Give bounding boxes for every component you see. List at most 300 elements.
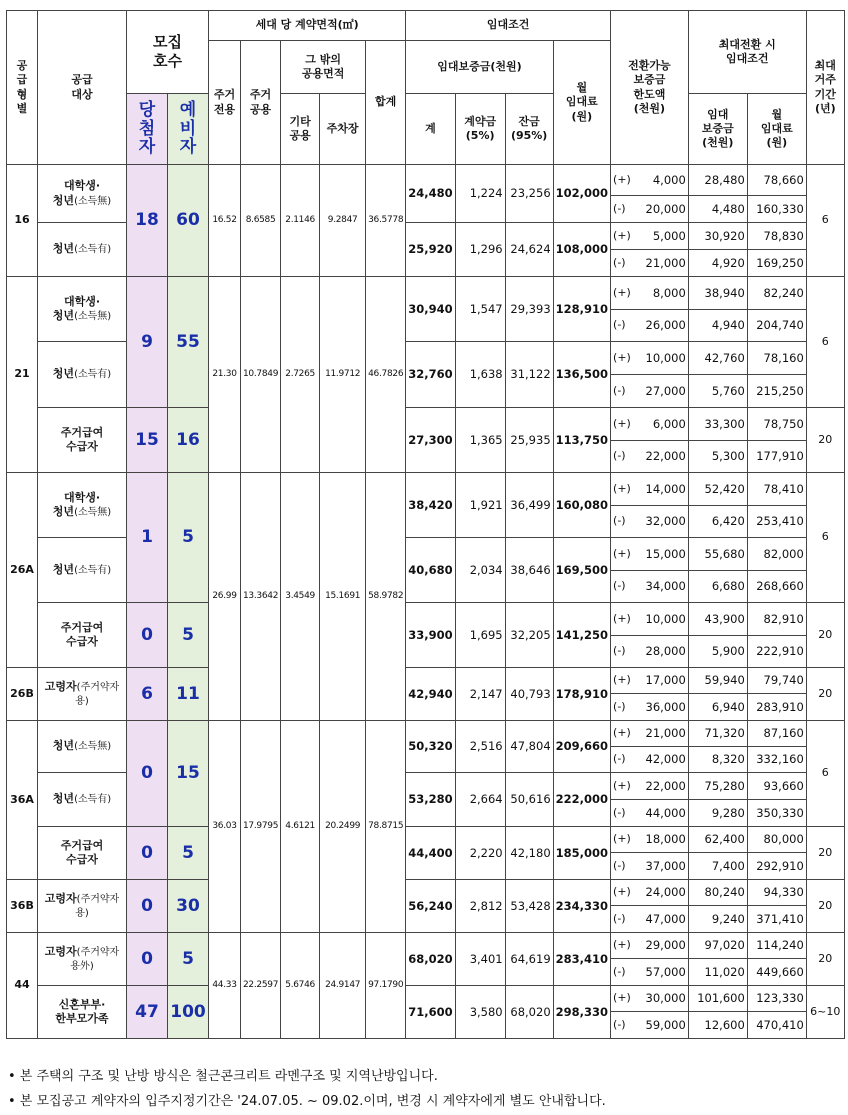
supply-conditions-table [6, 10, 845, 1039]
convertible-limit: 30,000 [644, 986, 689, 1012]
convertible-limit: 22,000 [644, 773, 689, 800]
supply-target-cell [38, 880, 127, 933]
winner-count: 0 [127, 880, 168, 933]
table-row [7, 408, 845, 441]
conversion-sign: (+) [611, 342, 644, 375]
area-parking: 11.9712 [320, 277, 366, 473]
area-residential-common: 17.9795 [241, 721, 281, 933]
conversion-sign: (+) [611, 277, 644, 310]
max-residence-period: 6 [806, 721, 844, 827]
max-conversion-deposit: 62,400 [688, 827, 747, 853]
target-name: 청년(소득有) [52, 367, 112, 381]
convertible-limit: 15,000 [644, 538, 689, 571]
deposit-total: 68,020 [406, 933, 455, 986]
supply-target-cell [38, 408, 127, 473]
header-rent-conditions: 임대조건 [406, 11, 611, 41]
max-conversion-monthly: 78,160 [747, 342, 806, 375]
deposit-contract: 1,921 [455, 473, 505, 538]
conversion-sign: (+) [611, 880, 644, 906]
max-residence-period: 20 [806, 827, 844, 880]
deposit-contract: 1,638 [455, 342, 505, 408]
area-residential-private: 44.33 [209, 933, 241, 1039]
header-supply-target: 공급 대상 [38, 11, 127, 165]
conversion-sign: (-) [611, 375, 644, 408]
winner-count: 0 [127, 933, 168, 986]
header-parking: 주차장 [320, 94, 366, 165]
deposit-total: 30,940 [406, 277, 455, 342]
max-conversion-monthly: 80,000 [747, 827, 806, 853]
max-conversion-monthly: 87,160 [747, 721, 806, 747]
convertible-limit: 8,000 [644, 277, 689, 310]
supply-target-cell [38, 603, 127, 668]
reserve-count: 16 [168, 408, 209, 473]
area-etc-common: 5.6746 [281, 933, 320, 1039]
deposit-balance: 42,180 [505, 827, 553, 880]
max-conversion-monthly: 371,410 [747, 906, 806, 933]
area-parking: 9.2847 [320, 165, 366, 277]
header-deposit-contract: 계약금 (5%) [455, 94, 505, 165]
supply-target-cell [38, 165, 127, 223]
max-conversion-monthly: 78,410 [747, 473, 806, 506]
deposit-contract: 3,580 [455, 986, 505, 1039]
area-residential-private: 36.03 [209, 721, 241, 933]
area-residential-private: 26.99 [209, 473, 241, 721]
max-conversion-monthly: 82,000 [747, 538, 806, 571]
header-max-deposit: 임대 보증금 (천원) [688, 94, 747, 165]
conversion-sign: (+) [611, 827, 644, 853]
deposit-contract: 1,296 [455, 223, 505, 277]
header-monthly-rent: 월 임대료 (원) [553, 41, 610, 165]
table-row [7, 165, 845, 196]
area-etc-common: 4.6121 [281, 721, 320, 933]
conversion-sign: (-) [611, 250, 644, 277]
max-conversion-monthly: 82,240 [747, 277, 806, 310]
convertible-limit: 36,000 [644, 694, 689, 721]
max-conversion-deposit: 28,480 [688, 165, 747, 196]
supply-target-cell [38, 721, 127, 773]
max-conversion-monthly: 332,160 [747, 747, 806, 773]
max-conversion-deposit: 12,600 [688, 1012, 747, 1039]
winner-count: 6 [127, 668, 168, 721]
monthly-rent: 102,000 [553, 165, 610, 223]
deposit-total: 53,280 [406, 773, 455, 827]
max-conversion-deposit: 97,020 [688, 933, 747, 959]
conversion-sign: (-) [611, 800, 644, 827]
area-residential-private: 16.52 [209, 165, 241, 277]
max-conversion-deposit: 6,940 [688, 694, 747, 721]
deposit-balance: 29,393 [505, 277, 553, 342]
winner-count: 9 [127, 277, 168, 408]
area-parking: 15.1691 [320, 473, 366, 721]
monthly-rent: 141,250 [553, 603, 610, 668]
reserve-count: 5 [168, 473, 209, 603]
area-etc-common: 2.1146 [281, 165, 320, 277]
table-row [7, 668, 845, 694]
supply-type-cell: 26B [7, 668, 38, 721]
target-note: (소득無) [74, 195, 112, 207]
max-conversion-deposit: 5,760 [688, 375, 747, 408]
monthly-rent: 222,000 [553, 773, 610, 827]
header-area-total: 합계 [366, 41, 406, 165]
target-name: 대학생· 청년(소득無) [52, 179, 112, 207]
conversion-sign: (-) [611, 571, 644, 603]
convertible-limit: 17,000 [644, 668, 689, 694]
monthly-rent: 128,910 [553, 277, 610, 342]
deposit-total: 40,680 [406, 538, 455, 603]
deposit-total: 44,400 [406, 827, 455, 880]
header-reserve: 예 비 자 [168, 94, 209, 165]
target-note: (주거약자용) [75, 681, 120, 707]
target-note: (주거약자용外) [70, 946, 120, 972]
convertible-limit: 27,000 [644, 375, 689, 408]
supply-type-cell: 16 [7, 165, 38, 277]
target-name: 주거급여 수급자 [60, 425, 104, 453]
supply-target-cell [38, 986, 127, 1039]
table-row [7, 827, 845, 853]
header-etc-common: 기타 공용 [281, 94, 320, 165]
header-rent-deposit: 임대보증금(천원) [406, 41, 553, 94]
table-row [7, 933, 845, 959]
max-conversion-deposit: 9,280 [688, 800, 747, 827]
max-conversion-deposit: 6,420 [688, 506, 747, 538]
max-conversion-deposit: 52,420 [688, 473, 747, 506]
reserve-count: 100 [168, 986, 209, 1039]
max-conversion-deposit: 43,900 [688, 603, 747, 636]
conversion-sign: (+) [611, 408, 644, 441]
deposit-contract: 2,516 [455, 721, 505, 773]
deposit-contract: 2,147 [455, 668, 505, 721]
monthly-rent: 169,500 [553, 538, 610, 603]
target-name: 주거급여 수급자 [60, 838, 104, 866]
reserve-count: 55 [168, 277, 209, 408]
target-note: (소득無) [74, 311, 112, 322]
monthly-rent: 136,500 [553, 342, 610, 408]
note-structure: • 본 주택의 구조 및 난방 방식은 철근콘크리트 라멘구조 및 지역난방입니다. [8, 1069, 438, 1084]
max-conversion-deposit: 6,680 [688, 571, 747, 603]
max-conversion-deposit: 55,680 [688, 538, 747, 571]
area-residential-private: 21.30 [209, 277, 241, 473]
max-conversion-monthly: 114,240 [747, 933, 806, 959]
conversion-sign: (+) [611, 933, 644, 959]
max-conversion-monthly: 222,910 [747, 636, 806, 668]
header-deposit-total: 계 [406, 94, 455, 165]
max-conversion-monthly: 169,250 [747, 250, 806, 277]
target-name: 고령자(주거약자용) [44, 891, 120, 919]
reserve-count: 5 [168, 827, 209, 880]
supply-type-cell: 21 [7, 277, 38, 473]
max-residence-period: 20 [806, 668, 844, 721]
conversion-sign: (-) [611, 636, 644, 668]
max-residence-period: 20 [806, 880, 844, 933]
max-residence-period: 6 [806, 165, 844, 277]
convertible-limit: 24,000 [644, 880, 689, 906]
target-name: 신혼부부· 한부모가족 [55, 997, 109, 1025]
deposit-total: 71,600 [406, 986, 455, 1039]
supply-type-cell: 36B [7, 880, 38, 933]
deposit-balance: 68,020 [505, 986, 553, 1039]
max-residence-period: 20 [806, 408, 844, 473]
monthly-rent: 283,410 [553, 933, 610, 986]
reserve-count: 15 [168, 721, 209, 827]
conversion-sign: (+) [611, 223, 644, 250]
max-conversion-deposit: 4,480 [688, 196, 747, 223]
max-conversion-monthly: 78,750 [747, 408, 806, 441]
target-name: 고령자(주거약자용外) [44, 944, 120, 972]
table-body [7, 11, 845, 1039]
reserve-count: 30 [168, 880, 209, 933]
deposit-balance: 32,205 [505, 603, 553, 668]
note-move-in-period: • 본 모집공고 계약자의 입주지정기간은 '24.07.05. ~ 09.02.이며, 변경 시 계약자에게 별도 안내합니다. [8, 1094, 606, 1109]
max-conversion-monthly: 283,910 [747, 694, 806, 721]
supply-target-cell [38, 668, 127, 721]
deposit-contract: 1,224 [455, 165, 505, 223]
header-residential-common: 주거 공용 [241, 41, 281, 165]
convertible-limit: 26,000 [644, 310, 689, 342]
header-max-conversion: 최대전환 시 임대조건 [688, 11, 806, 94]
max-residence-period: 6 [806, 473, 844, 603]
monthly-rent: 209,660 [553, 721, 610, 773]
header-recruit-count: 모집 호수 [127, 11, 209, 94]
deposit-contract: 1,695 [455, 603, 505, 668]
convertible-limit: 29,000 [644, 933, 689, 959]
conversion-sign: (-) [611, 196, 644, 223]
deposit-total: 27,300 [406, 408, 455, 473]
deposit-balance: 64,619 [505, 933, 553, 986]
monthly-rent: 298,330 [553, 986, 610, 1039]
conversion-sign: (+) [611, 986, 644, 1012]
reserve-count: 5 [168, 933, 209, 986]
target-name: 주거급여 수급자 [60, 620, 104, 648]
deposit-balance: 31,122 [505, 342, 553, 408]
area-residential-common: 13.3642 [241, 473, 281, 721]
winner-count: 1 [127, 473, 168, 603]
area-total: 78.8715 [366, 721, 406, 933]
area-total: 97.1790 [366, 933, 406, 1039]
supply-target-cell [38, 342, 127, 408]
max-conversion-monthly: 215,250 [747, 375, 806, 408]
header-other-common-area: 그 밖의 공용면적 [281, 41, 366, 94]
convertible-limit: 32,000 [644, 506, 689, 538]
max-conversion-deposit: 101,600 [688, 986, 747, 1012]
max-conversion-deposit: 11,020 [688, 959, 747, 986]
conversion-sign: (+) [611, 721, 644, 747]
deposit-total: 50,320 [406, 721, 455, 773]
max-conversion-monthly: 160,330 [747, 196, 806, 223]
deposit-contract: 2,664 [455, 773, 505, 827]
area-parking: 24.9147 [320, 933, 366, 1039]
notes-section [8, 1064, 606, 1114]
area-residential-common: 8.6585 [241, 165, 281, 277]
header-residential-private: 주거 전용 [209, 41, 241, 165]
area-etc-common: 3.4549 [281, 473, 320, 721]
max-residence-period: 20 [806, 933, 844, 986]
header-winner: 당 첨 자 [127, 94, 168, 165]
header-contract-area: 세대 당 계약면적(㎡) [209, 11, 406, 41]
winner-count: 15 [127, 408, 168, 473]
supply-type-cell: 26A [7, 473, 38, 668]
max-conversion-deposit: 7,400 [688, 853, 747, 880]
target-note: (주거약자용) [75, 893, 120, 919]
supply-target-cell [38, 773, 127, 827]
deposit-balance: 24,624 [505, 223, 553, 277]
area-total: 36.5778 [366, 165, 406, 277]
max-conversion-monthly: 82,910 [747, 603, 806, 636]
max-conversion-deposit: 4,920 [688, 250, 747, 277]
deposit-balance: 25,935 [505, 408, 553, 473]
monthly-rent: 178,910 [553, 668, 610, 721]
convertible-limit: 59,000 [644, 1012, 689, 1039]
target-note: (소득有) [74, 369, 112, 381]
area-residential-common: 22.2597 [241, 933, 281, 1039]
deposit-contract: 2,034 [455, 538, 505, 603]
max-conversion-deposit: 80,240 [688, 880, 747, 906]
header-max-monthly: 월 임대료 (원) [747, 94, 806, 165]
table-row [7, 721, 845, 747]
deposit-total: 24,480 [406, 165, 455, 223]
max-conversion-monthly: 449,660 [747, 959, 806, 986]
max-conversion-monthly: 470,410 [747, 1012, 806, 1039]
convertible-limit: 21,000 [644, 721, 689, 747]
max-conversion-deposit: 30,920 [688, 223, 747, 250]
max-residence-period: 6 [806, 277, 844, 408]
max-conversion-monthly: 79,740 [747, 668, 806, 694]
table-row [7, 880, 845, 906]
winner-count: 0 [127, 827, 168, 880]
max-conversion-deposit: 59,940 [688, 668, 747, 694]
winner-count: 18 [127, 165, 168, 277]
conversion-sign: (+) [611, 668, 644, 694]
target-name: 청년(소득有) [52, 242, 112, 256]
max-conversion-monthly: 292,910 [747, 853, 806, 880]
max-conversion-monthly: 93,660 [747, 773, 806, 800]
max-conversion-deposit: 33,300 [688, 408, 747, 441]
conversion-sign: (-) [611, 959, 644, 986]
winner-count: 0 [127, 721, 168, 827]
area-parking: 20.2499 [320, 721, 366, 933]
deposit-contract: 3,401 [455, 933, 505, 986]
deposit-balance: 36,499 [505, 473, 553, 538]
convertible-limit: 10,000 [644, 342, 689, 375]
max-residence-period: 6~10 [806, 986, 844, 1039]
monthly-rent: 113,750 [553, 408, 610, 473]
convertible-limit: 21,000 [644, 250, 689, 277]
supply-target-cell [38, 473, 127, 538]
conversion-sign: (+) [611, 773, 644, 800]
convertible-limit: 47,000 [644, 906, 689, 933]
header-max-residence-period: 최대 거주 기간 (년) [806, 11, 844, 165]
max-residence-period: 20 [806, 603, 844, 668]
max-conversion-monthly: 350,330 [747, 800, 806, 827]
area-etc-common: 2.7265 [281, 277, 320, 473]
convertible-limit: 14,000 [644, 473, 689, 506]
conversion-sign: (-) [611, 906, 644, 933]
monthly-rent: 234,330 [553, 880, 610, 933]
deposit-balance: 47,804 [505, 721, 553, 773]
deposit-total: 42,940 [406, 668, 455, 721]
max-conversion-monthly: 204,740 [747, 310, 806, 342]
convertible-limit: 18,000 [644, 827, 689, 853]
conversion-sign: (+) [611, 473, 644, 506]
conversion-sign: (-) [611, 441, 644, 473]
conversion-sign: (-) [611, 853, 644, 880]
reserve-count: 60 [168, 165, 209, 277]
max-conversion-deposit: 9,240 [688, 906, 747, 933]
table-row [7, 473, 845, 506]
max-conversion-monthly: 177,910 [747, 441, 806, 473]
target-name: 대학생· 청년(소득無) [52, 490, 112, 518]
deposit-total: 25,920 [406, 223, 455, 277]
max-conversion-monthly: 78,830 [747, 223, 806, 250]
target-name: 대학생· 청년(소득無) [52, 294, 112, 322]
deposit-contract: 1,365 [455, 408, 505, 473]
deposit-total: 32,760 [406, 342, 455, 408]
deposit-balance: 53,428 [505, 880, 553, 933]
header-supply-type: 공 급 형 별 [7, 11, 38, 165]
convertible-limit: 22,000 [644, 441, 689, 473]
supply-target-cell [38, 538, 127, 603]
conversion-sign: (-) [611, 506, 644, 538]
supply-target-cell [38, 933, 127, 986]
max-conversion-deposit: 38,940 [688, 277, 747, 310]
winner-count: 0 [127, 603, 168, 668]
convertible-limit: 4,000 [644, 165, 689, 196]
target-note: (소득無) [74, 507, 112, 518]
area-total: 46.7826 [366, 277, 406, 473]
header-deposit-balance: 잔금 (95%) [505, 94, 553, 165]
convertible-limit: 28,000 [644, 636, 689, 668]
convertible-limit: 57,000 [644, 959, 689, 986]
supply-type-cell: 44 [7, 933, 38, 1039]
table-row [7, 986, 845, 1012]
conversion-sign: (-) [611, 310, 644, 342]
target-name: 청년(소득無) [52, 739, 112, 753]
conversion-sign: (+) [611, 165, 644, 196]
deposit-contract: 2,812 [455, 880, 505, 933]
target-note: (소득有) [74, 244, 112, 256]
convertible-limit: 20,000 [644, 196, 689, 223]
target-note: (소득無) [74, 741, 112, 753]
convertible-limit: 10,000 [644, 603, 689, 636]
target-note: (소득有) [74, 564, 112, 576]
supply-type-cell: 36A [7, 721, 38, 880]
convertible-limit: 34,000 [644, 571, 689, 603]
deposit-total: 38,420 [406, 473, 455, 538]
convertible-limit: 42,000 [644, 747, 689, 773]
deposit-balance: 50,616 [505, 773, 553, 827]
max-conversion-deposit: 71,320 [688, 721, 747, 747]
max-conversion-monthly: 94,330 [747, 880, 806, 906]
max-conversion-monthly: 123,330 [747, 986, 806, 1012]
conversion-sign: (-) [611, 1012, 644, 1039]
max-conversion-deposit: 42,760 [688, 342, 747, 375]
winner-count: 47 [127, 986, 168, 1039]
deposit-balance: 38,646 [505, 538, 553, 603]
table-row [7, 603, 845, 636]
max-conversion-deposit: 5,300 [688, 441, 747, 473]
reserve-count: 11 [168, 668, 209, 721]
monthly-rent: 108,000 [553, 223, 610, 277]
convertible-limit: 5,000 [644, 223, 689, 250]
max-conversion-monthly: 78,660 [747, 165, 806, 196]
supply-target-cell [38, 827, 127, 880]
convertible-limit: 37,000 [644, 853, 689, 880]
max-conversion-deposit: 8,320 [688, 747, 747, 773]
table-row [7, 277, 845, 310]
supply-target-cell [38, 277, 127, 342]
conversion-sign: (-) [611, 747, 644, 773]
max-conversion-monthly: 268,660 [747, 571, 806, 603]
max-conversion-deposit: 75,280 [688, 773, 747, 800]
